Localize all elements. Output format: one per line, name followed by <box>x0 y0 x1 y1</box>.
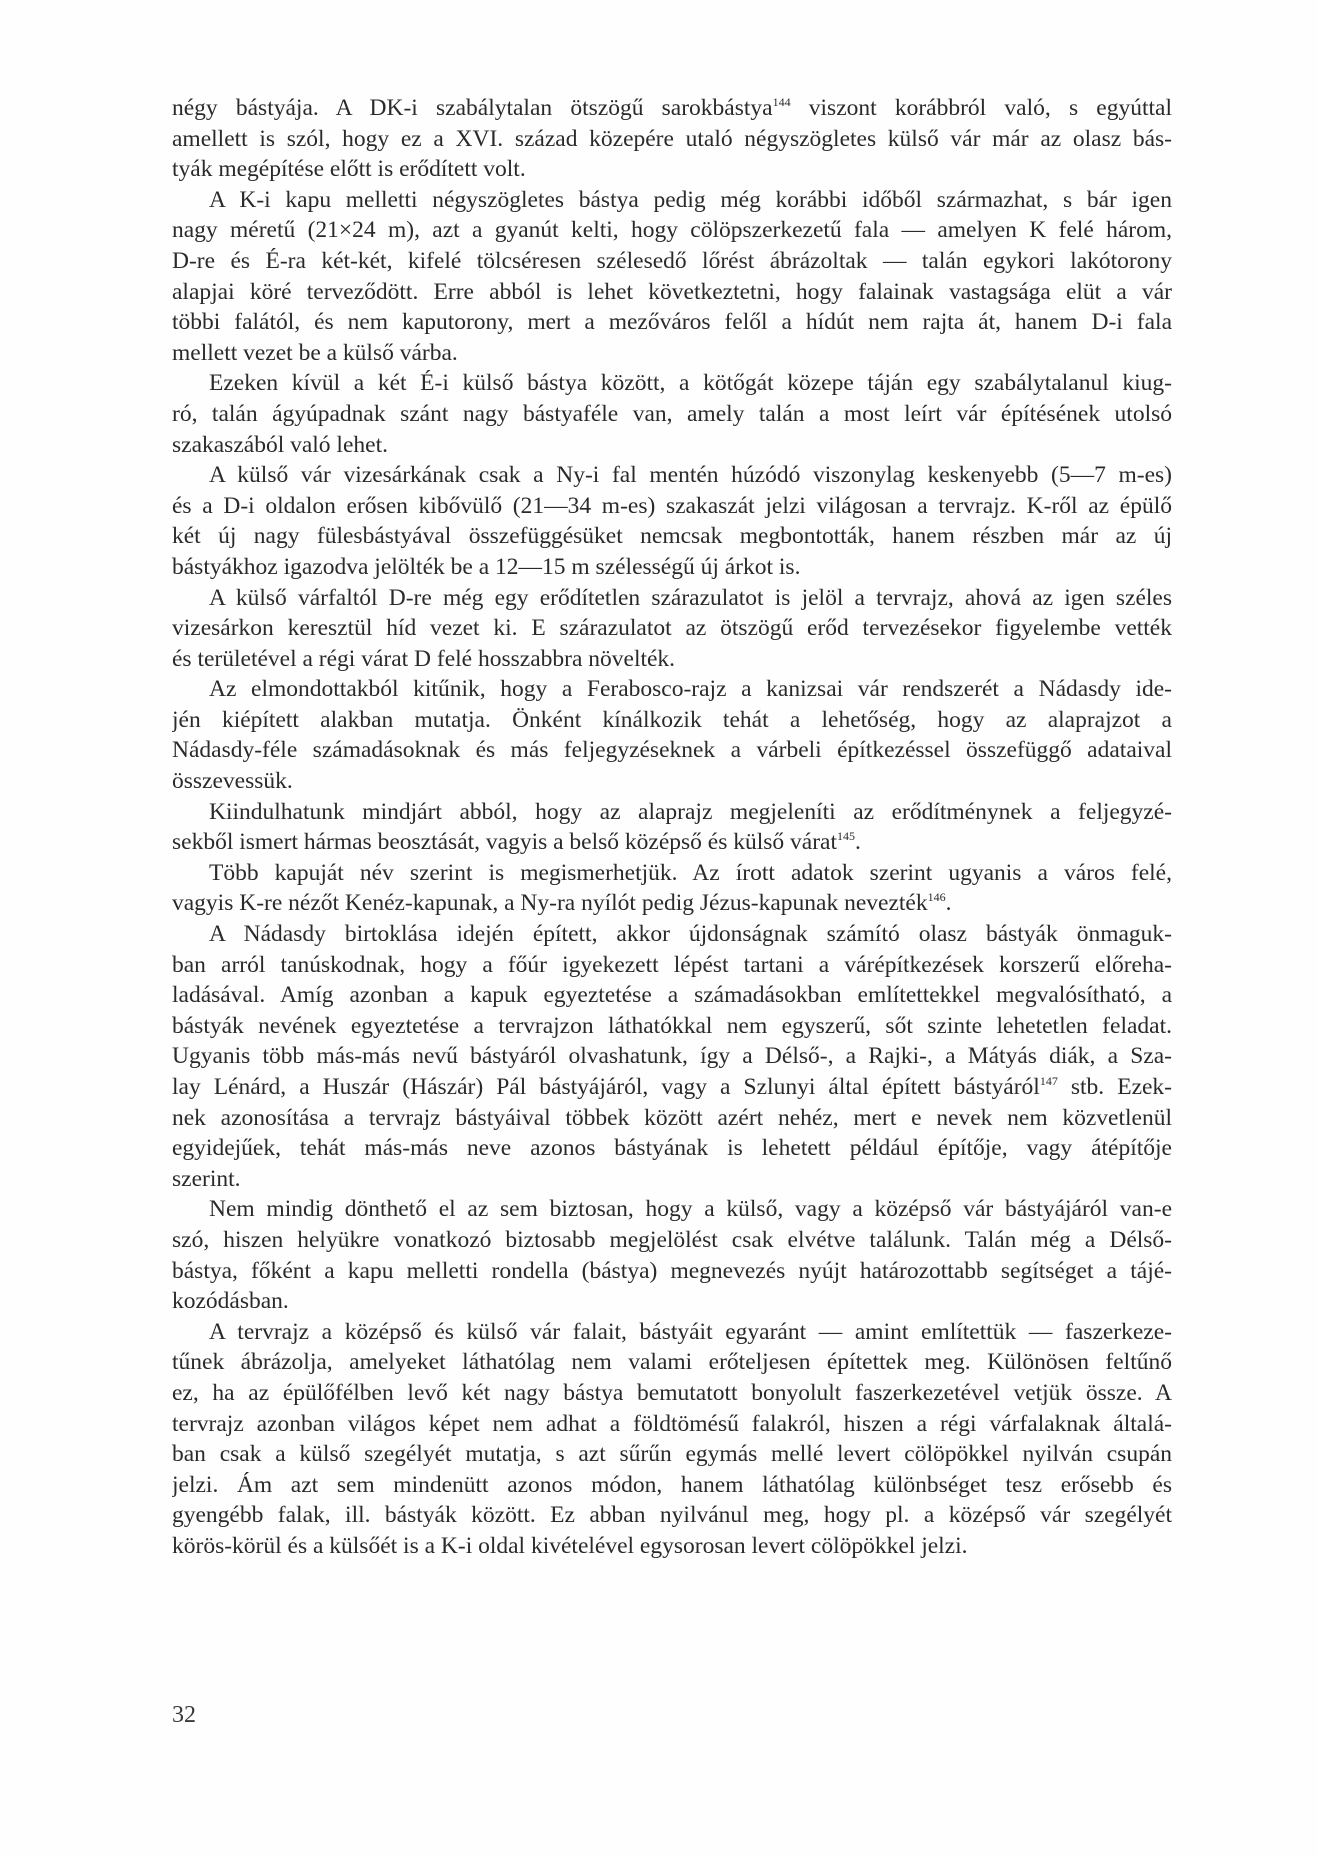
line-text: amellett is szól, hogy ez a XVI. század közepére utaló négyszögletes külső vár már az olasz bás- <box>172 125 1172 152</box>
text-line <box>172 766 1172 797</box>
line-text: szakaszából való lehet. <box>172 431 388 458</box>
text-line <box>172 93 1172 124</box>
line-text: bástya, főként a kapu melletti rondella (bástya) megnevezés nyújt határozottabb segítséget a tájé- <box>172 1257 1172 1284</box>
text-line <box>172 1409 1172 1440</box>
line-text: Az elmondottakból kitűnik, hogy a Ferabosco-rajz a kanizsai vár rendszerét a Nádasdy ide- <box>209 676 1172 703</box>
text-line <box>172 1133 1172 1164</box>
line-text: összevessük. <box>172 768 293 795</box>
text-line <box>172 277 1172 308</box>
paragraph-first-line <box>172 674 1172 705</box>
line-text: négy bástyája. A DK-i szabálytalan ötszögű sarokbástya <box>172 95 773 121</box>
line-text: mellett vezet be a külső várba. <box>172 339 458 366</box>
text-line <box>172 888 1172 919</box>
line-text: A tervrajz a középső és külső vár falait, bástyáit egyaránt — amint említettük — faszerkeze- <box>209 1318 1172 1345</box>
line-text: vizesárkon keresztül híd vezet ki. E szárazulatot az ötszögű erőd tervezésekor figyelembe vették <box>172 615 1172 642</box>
line-text: alapjai köré terveződött. Erre abból is lehet következtetni, hogy falainak vastagsága elüt a vár <box>172 278 1172 305</box>
text-line <box>172 1072 1172 1103</box>
footnote-reference: 145 <box>837 829 856 844</box>
line-text: ban csak a külső szegélyét mutatja, s azt sűrűn egymás mellé levert cölöpökkel nyilván csupán <box>172 1441 1172 1468</box>
text-line <box>172 1470 1172 1501</box>
line-text-continued: stb. Ezek- <box>1057 1074 1172 1100</box>
line-text: kozódásban. <box>172 1288 289 1315</box>
line-text: vagyis K-re nézőt Kenéz-kapunak, a Ny-ra nyílót pedig Jézus-kapunak nevezték <box>172 890 928 917</box>
line-text: A K-i kapu melletti négyszögletes bástya pedig még korábbi időből származhat, s bár igen <box>209 186 1172 213</box>
text-line <box>172 1041 1172 1072</box>
text-line <box>172 215 1172 246</box>
text-line <box>172 1378 1172 1409</box>
footnote-reference: 147 <box>1039 1074 1058 1088</box>
text-line <box>172 1531 1172 1562</box>
line-text: és területével a régi várat D felé hosszabbra növelték. <box>172 645 676 672</box>
text-line <box>172 521 1172 552</box>
line-text: többi falától, és nem kaputorony, mert a mezőváros felől a hídút nem rajta át, hanem D-i fala <box>172 309 1172 336</box>
text-line <box>172 552 1172 583</box>
text-line <box>172 491 1172 522</box>
paragraph-first-line <box>172 185 1172 216</box>
text-line <box>172 950 1172 981</box>
paragraph-first-line <box>172 797 1172 828</box>
line-text: Kiindulhatunk mindjárt abból, hogy az alaprajz megjeleníti az erődítménynek a feljegyzé- <box>209 798 1172 825</box>
line-text: bástyák nevének egyeztetése a tervrajzon láthatókkal nem egyszerű, sőt szinte lehetetlen feladat. <box>172 1012 1172 1039</box>
text-line <box>172 1347 1172 1378</box>
line-text: jelzi. Ám azt sem mindenütt azonos módon, hanem láthatólag különbséget tesz erősebb és <box>172 1471 1172 1498</box>
line-text: Nem mindig dönthető el az sem biztosan, hogy a külső, vagy a középső vár bástyájáról van-e <box>209 1196 1172 1223</box>
paragraph-first-line <box>172 858 1172 889</box>
text-line <box>172 1439 1172 1470</box>
line-text: szó, hiszen helyükre vonatkozó biztosabb megjelölést csak elvétve találunk. Talán még a Délső- <box>172 1226 1172 1253</box>
line-text: nek azonosítása a tervrajz bástyáival többek között azért nehéz, mert e nevek nem közvetlenül <box>172 1104 1172 1131</box>
line-text: ró, talán ágyúpadnak szánt nagy bástyaféle van, amely talán a most leírt vár építésének utolsó <box>172 400 1172 427</box>
paragraph-first-line <box>172 368 1172 399</box>
text-line <box>172 399 1172 430</box>
line-text: A külső várfaltól D-re még egy erődítetlen szárazulatot is jelöl a tervrajz, ahová az igen széles <box>209 584 1172 611</box>
paragraph-first-line <box>172 460 1172 491</box>
text-line <box>172 124 1172 155</box>
text-line <box>172 1286 1172 1317</box>
paragraph-first-line <box>172 583 1172 614</box>
line-text: Ezeken kívül a két É-i külső bástya között, a kötőgát közepe táján egy szabálytalanul kiug- <box>209 370 1172 397</box>
line-text: ez, ha az épülőfélben levő két nagy bástya bemutatott bonyolult faszerkezetével vetjük össze. A <box>172 1379 1172 1406</box>
line-text: körös-körül és a külsőét is a K-i oldal kivételével egysorosan levert cölöpökkel jelzi. <box>172 1532 968 1559</box>
line-text: lay Lénárd, a Huszár (Hászár) Pál bástyájáról, vagy a Szlunyi által épített bástyáról <box>172 1074 1040 1100</box>
paragraph-first-line <box>172 1317 1172 1348</box>
body-text <box>172 93 1172 1562</box>
page-number: 32 <box>172 1702 196 1728</box>
footnote-reference: 146 <box>927 890 946 905</box>
text-line <box>172 1103 1172 1134</box>
text-line <box>172 735 1172 766</box>
text-line <box>172 154 1172 185</box>
line-text: tyák megépítése előtt is erődített volt. <box>172 156 526 183</box>
line-text-continued: viszont korábbról való, s egyúttal <box>790 95 1172 121</box>
text-line <box>172 338 1172 369</box>
line-text: szerint. <box>172 1165 241 1192</box>
text-line <box>172 644 1172 675</box>
text-line <box>172 827 1172 858</box>
text-line <box>172 430 1172 461</box>
line-text: gyengébb falak, ill. bástyák között. Ez abban nyilvánul meg, hogy pl. a középső vár szegélyét <box>172 1502 1172 1529</box>
line-text: bástyákhoz igazodva jelölték be a 12—15 m szélességű új árkot is. <box>172 553 801 580</box>
text-line <box>172 1256 1172 1287</box>
line-text: D-re és É-ra két-két, kifelé tölcséresen szélesedő lőrést ábrázoltak — talán egykori lakótorony <box>172 247 1172 274</box>
line-text: egyidejűek, tehát más-más neve azonos bástyának is lehetett például építője, vagy átépítője <box>172 1135 1172 1162</box>
line-text: Több kapuját név szerint is megismerhetjük. Az írott adatok szerint ugyanis a város felé, <box>209 859 1172 886</box>
line-text: és a D-i oldalon erősen kibővülő (21—34 m-es) szakaszát jelzi világosan a tervrajz. K-ről az épülő <box>172 492 1172 519</box>
line-text-continued: . <box>945 890 952 917</box>
line-text-continued: . <box>855 829 861 856</box>
line-text: ban arról tanúskodnak, hogy a főúr igyekezett lépést tartani a várépítkezések korszerű előreha- <box>172 951 1172 978</box>
line-text: nagy méretű (21×24 m), azt a gyanút kelti, hogy cölöpszerkezetű fala — amelyen K felé három, <box>172 217 1172 244</box>
line-text: A külső vár vizesárkának csak a Ny-i fal mentén húzódó viszonylag keskenyebb (5—7 m-es) <box>209 462 1172 489</box>
line-text: ladásával. Amíg azonban a kapuk egyeztetése a számadásokban említettekkel megvalósítható, a <box>172 982 1172 1009</box>
text-line <box>172 1164 1172 1195</box>
line-text: Nádasdy-féle számadásoknak és más feljegyzéseknek a várbeli építkezéssel összefüggő adataival <box>172 737 1172 764</box>
text-line <box>172 705 1172 736</box>
paragraph-first-line <box>172 1194 1172 1225</box>
line-text: sekből ismert hármas beosztását, vagyis a belső középső és külső várat <box>172 829 838 856</box>
text-line <box>172 246 1172 277</box>
text-line <box>172 1225 1172 1256</box>
line-text: két új nagy fülesbástyával összefüggésüket nemcsak megbontották, hanem részben már az új <box>172 523 1172 550</box>
line-text: jén kiépített alakban mutatja. Önként kínálkozik tehát a lehetőség, hogy az alaprajzot a <box>172 706 1172 733</box>
text-line <box>172 1500 1172 1531</box>
footnote-reference: 144 <box>772 95 791 109</box>
line-text: tervrajz azonban világos képet nem adhat a földtömésű falakról, hiszen a régi várfalaknak általá- <box>172 1410 1172 1437</box>
line-text: Ugyanis több más-más nevű bástyáról olvashatunk, így a Délső-, a Rajki-, a Mátyás diák, a Sza- <box>172 1043 1172 1070</box>
paragraph-first-line <box>172 919 1172 950</box>
line-text: tűnek ábrázolja, amelyeket láthatólag nem valami erőteljesen építettek meg. Különösen feltűnő <box>172 1349 1172 1376</box>
line-text: A Nádasdy birtoklása idején épített, akkor újdonságnak számító olasz bástyák önmaguk- <box>209 921 1172 948</box>
text-line <box>172 980 1172 1011</box>
text-line <box>172 307 1172 338</box>
text-line <box>172 613 1172 644</box>
text-line <box>172 1011 1172 1042</box>
